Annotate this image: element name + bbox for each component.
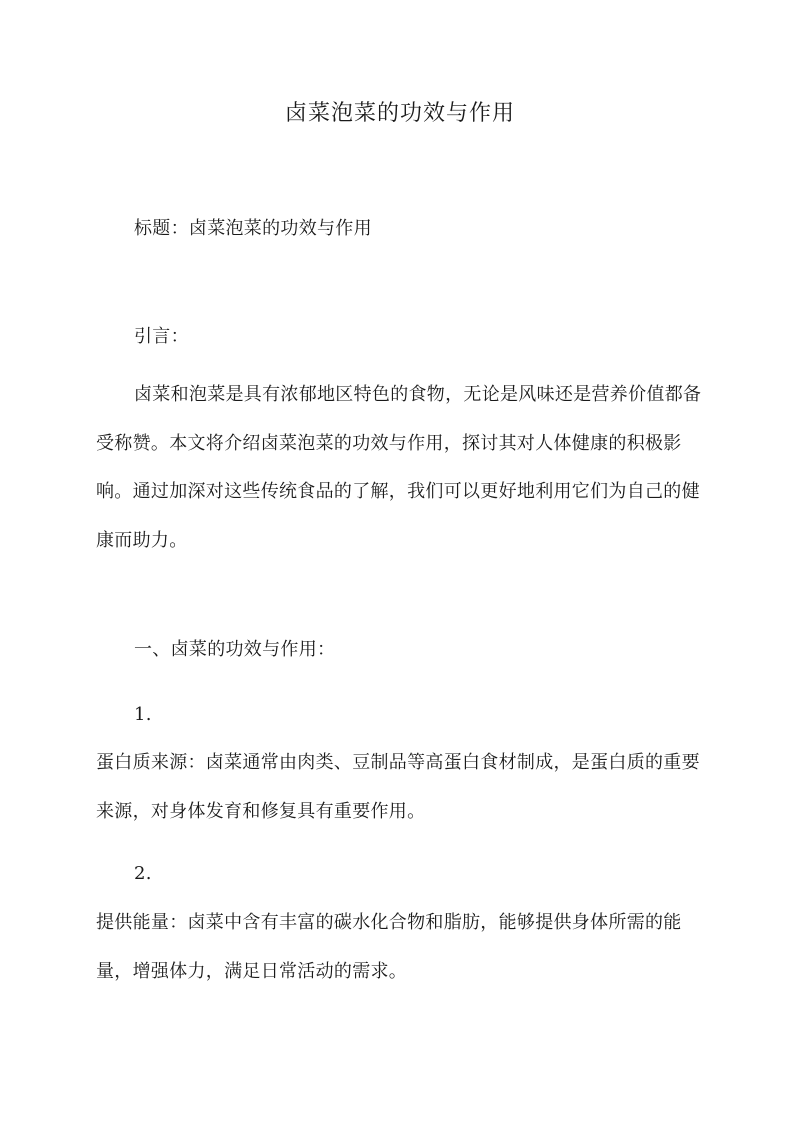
item-number-1: 1. [134,704,152,725]
item-text-2: 提供能量：卤菜中含有丰富的碳水化合物和脂肪，能够提供身体所需的能量，增强体力，满足日常活动的需求。 [96,912,682,982]
subtitle-line: 标题：卤菜泡菜的功效与作用 [134,218,372,239]
item-text-1: 蛋白质来源：卤菜通常由肉类、豆制品等高蛋白食材制成，是蛋白质的重要来源，对身体发育和修复具有重要作用。 [96,752,700,822]
section-heading-1: 一、卤菜的功效与作用： [134,639,336,660]
intro-heading: 引言： [134,326,189,347]
item-number-2: 2. [134,863,152,884]
document-title: 卤菜泡菜的功效与作用 [284,101,515,126]
intro-paragraph: 卤菜和泡菜是具有浓郁地区特色的食物，无论是风味还是营养价值都备受称赞。本文将介绍卤菜泡菜的功效与作用，探讨其对人体健康的积极影响。通过加深对这些传统食品的了解，我们可以更好地利用它们为自己的健康而助力。 [96,384,702,551]
